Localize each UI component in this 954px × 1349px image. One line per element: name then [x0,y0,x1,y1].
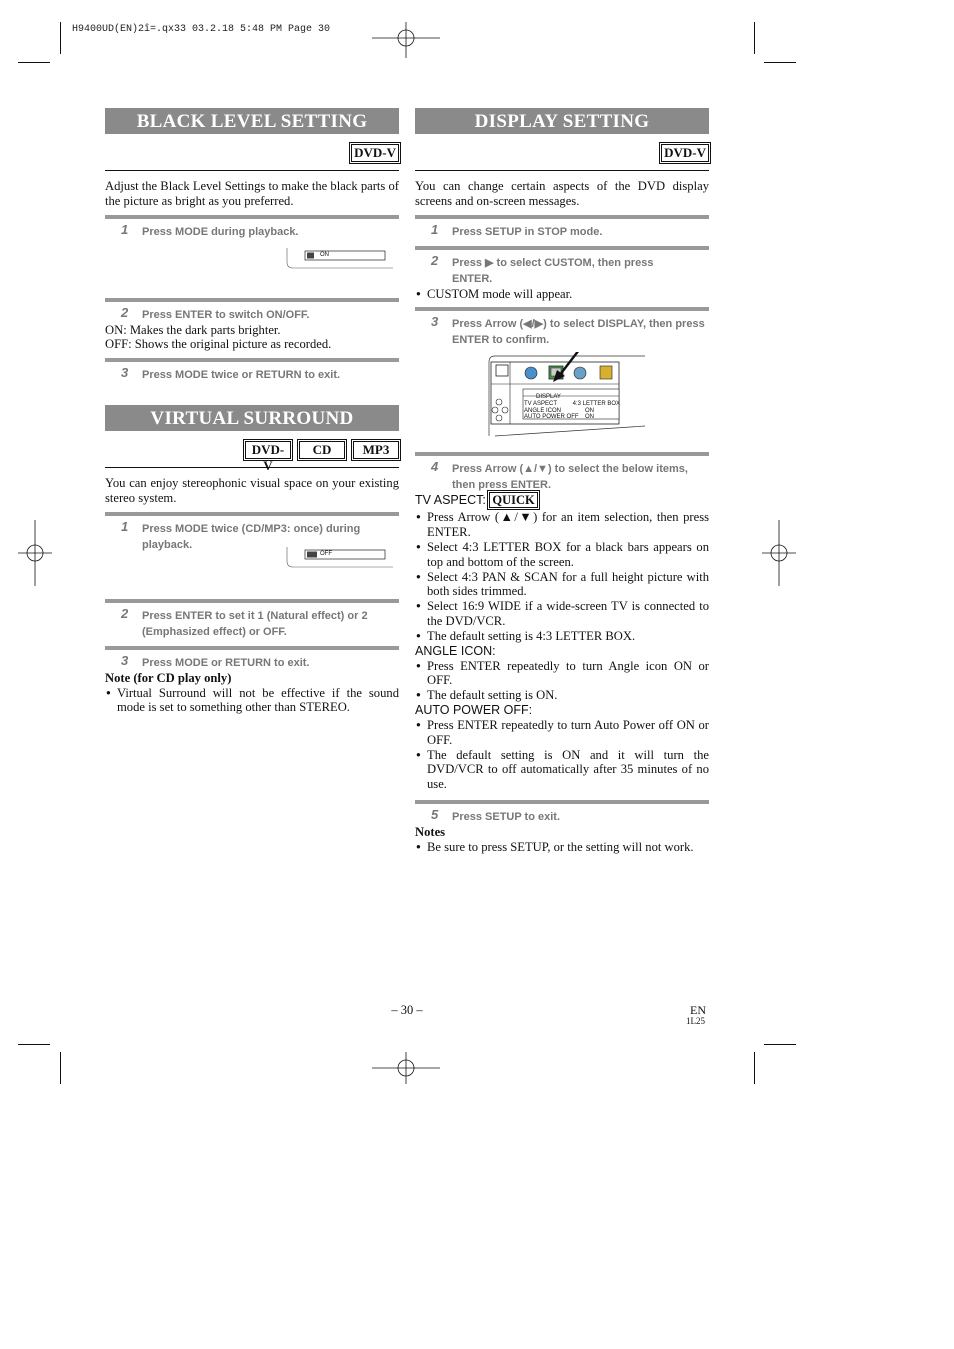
notes-title: Notes [415,824,446,839]
osd-value: ON [320,251,329,258]
virtual-surround-intro: You can enjoy stereophonic visual space on your existing stereo system. [105,476,399,505]
setup-menu-illustration [415,348,709,446]
page-number: – 30 – [391,1003,423,1017]
step-text: Press ENTER to set it 1 (Natural effect) or 2 (Emphasized effect) or OFF. [142,609,368,638]
step-number: 2 [431,252,439,268]
virtual-surround-step-3 [105,646,399,671]
menu-heading: DISPLAY [536,394,561,401]
angle-icon-label: ANGLE ICON: [415,643,496,658]
auto-power-off-bullet: ● Press ENTER repeatedly to turn Auto Power off ON or OFF. [415,718,709,748]
registration-mark-left [18,520,54,586]
step-text: Press Arrow (▲/▼) to select the below items, then press ENTER. [452,463,688,492]
step-number: 4 [431,459,439,475]
badge-cd: CD [299,441,345,459]
black-level-step-2 [105,298,399,323]
language-code: EN [690,1003,706,1017]
crop-mark [18,62,50,63]
display-step-5 [415,800,709,825]
crop-mark [60,22,61,54]
angle-icon-bullet: ● Press ENTER repeatedly to turn Angle icon ON or OFF. [415,659,709,689]
display-step-2 [415,246,709,287]
step-number: 1 [431,221,439,237]
custom-bullet: ● CUSTOM mode will appear. [415,287,709,302]
off-description: OFF: Shows the original picture as recorded. [105,337,332,352]
badge-mp3: MP3 [353,441,399,459]
black-level-title: BLACK LEVEL SETTING [105,108,399,134]
crop-mark [18,1044,50,1045]
step-text: Press MODE twice or RETURN to exit. [142,369,341,382]
virtual-surround-step-1 [105,512,399,593]
display-intro: You can change certain aspects of the DVD display screens and on-screen messages. [415,179,709,208]
left-column [105,108,399,715]
menu-row-label: AUTO POWER OFF [524,414,579,421]
step-number: 1 [121,221,129,237]
step-text: Press SETUP in STOP mode. [452,225,603,238]
step-number: 1 [121,518,129,534]
display-step-1 [415,215,709,240]
step-text: Press ENTER to switch ON/OFF. [142,308,310,321]
tv-aspect-heading: TV ASPECT: [415,493,486,508]
quick-badge: QUICK [489,492,537,508]
display-badges [415,144,709,162]
registration-mark-top [372,20,442,60]
black-level-badges [105,144,399,162]
display-step-4 [415,452,709,493]
step-number: 2 [121,605,129,621]
menu-row-value: 4:3 LETTER BOX [572,401,620,408]
osd-value: OFF [320,550,332,557]
osd-illustration [105,240,399,292]
black-level-step-1 [105,215,399,292]
audio-icon [574,367,586,379]
tv-aspect-bullet: ● Press Arrow (▲/▼) for an item selection, then press ENTER. [415,510,709,540]
tv-aspect-bullet: ● The default setting is 4:3 LETTER BOX. [415,629,709,644]
virtual-surround-badges [105,441,399,474]
virtual-surround-step-2 [105,599,399,640]
registration-mark-bottom [372,1050,442,1086]
tv-aspect-bullet: ● Select 16:9 WIDE if a wide-screen TV is connected to the DVD/VCR. [415,599,709,629]
lock-icon [600,366,612,379]
menu-row-value: ON [585,414,594,421]
divider [105,170,399,171]
step-number: 5 [431,806,439,822]
step-text: Press SETUP to exit. [452,810,561,823]
menu-rows [524,401,620,421]
step-text: Press MODE or RETURN to exit. [142,656,310,669]
step-text: Press Arrow (◀/▶) to select DISPLAY, then press ENTER to confirm. [452,318,705,347]
file-header: H9400UD(EN)2î=.qx33 03.2.18 5:48 PM Page 30 [72,24,331,35]
tv-aspect-bullet: ● Select 4:3 PAN & SCAN for a full height picture with both sides trimmed. [415,570,709,600]
tv-aspect-label [415,493,709,508]
menu-row-auto-power-off [524,414,620,421]
step-text: Press ▶ to select CUSTOM, then press ENTER. [452,256,654,285]
auto-power-off-label: AUTO POWER OFF: [415,702,533,717]
tv-aspect-bullet: ● Select 4:3 LETTER BOX for a black bars appears on top and bottom of the screen. [415,540,709,570]
step-text: Press MODE twice (CD/MP3: once) during playback. [142,522,361,551]
right-column [415,108,709,855]
tv-icon [496,365,508,376]
display-setting-title: DISPLAY SETTING [415,108,709,134]
crop-mark [764,1044,796,1045]
virtual-surround-title: VIRTUAL SURROUND [105,405,399,431]
step-number: 3 [121,365,129,381]
step-text: Press MODE during playback. [142,225,299,238]
badge-dvd-v: DVD-V [245,441,291,459]
menu-row-label: TV ASPECT [524,401,558,408]
model-code: 1L25 [686,1016,705,1026]
registration-mark-right [762,520,798,586]
angle-icon-bullet: ● The default setting is ON. [415,688,709,703]
black-level-step-3 [105,358,399,383]
badge-dvd-v: DVD-V [351,144,399,162]
note-bullet: ● Virtual Surround will not be effective if the sound mode is set to something other than STEREO. [105,686,399,716]
badge-dvd-v: DVD-V [661,144,709,162]
menu-row-value: ON [585,407,594,414]
on-description: ON: Makes the dark parts brighter. [105,322,281,337]
notes-bullet: ● Be sure to press SETUP, or the setting will not work. [415,840,709,855]
crop-mark [754,1052,755,1084]
divider [415,170,709,171]
black-level-intro: Adjust the Black Level Settings to make the black parts of the picture as bright as you preferred. [105,179,399,208]
osd-illustration [105,550,399,593]
black-level-osd [285,248,395,270]
crop-mark [60,1052,61,1084]
divider [105,467,399,468]
step-number: 3 [121,652,129,668]
step-number: 3 [431,314,439,330]
step-number: 2 [121,304,129,320]
auto-power-off-bullet: ● The default setting is ON and it will turn the DVD/VCR to off automatically after 35 minutes of no use. [415,748,709,792]
language-icon [525,367,537,379]
crop-mark [754,22,755,54]
note-title: Note (for CD play only) [105,670,232,685]
surround-osd [285,547,395,569]
display-step-3 [415,307,709,348]
menu-row-label: ANGLE ICON [524,407,562,414]
crop-mark [764,62,796,63]
